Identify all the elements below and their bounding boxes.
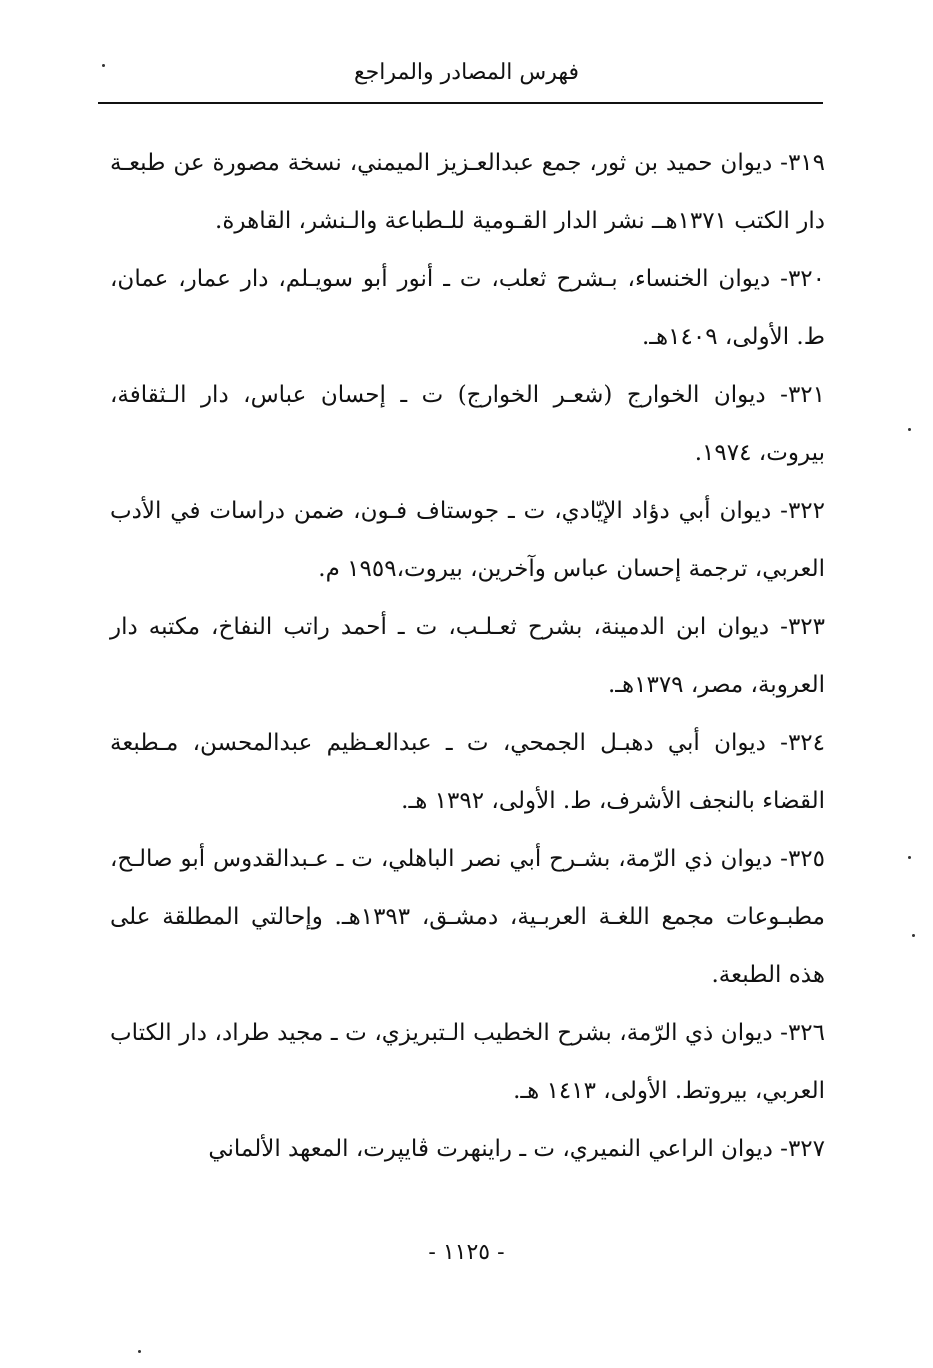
bibliography-entry-321 [110, 366, 825, 482]
bibliography-entry-323 [110, 598, 825, 714]
bibliography-entry-325 [110, 830, 825, 1004]
entry-text: ديوان أبي دهبـل الجمحي، ت ـ عبدالعـظيم عبدالمحسن، مـطبعة القضاء بالنجف الأشرف، ط. الأولى، ١٣٩٢ هـ. [110, 730, 825, 814]
entry-text: ديوان أبي دؤاد الإيّادي، ت ـ جوستاف فـون، ضمن دراسات في الأدب العربي، ترجمة إحسان عباس وآخرين، بيروت،١٩٥٩ م. [110, 498, 825, 582]
scan-speck [908, 856, 911, 859]
entry-number: ٣٢٢- [780, 498, 826, 524]
scan-speck [908, 428, 911, 431]
bibliography-entry-326 [110, 1004, 825, 1120]
entry-number: ٣٢٣- [780, 614, 825, 640]
entry-text: ديوان الخوارج (شعـر الخوارج) ت ـ إحسان عباس، دار الـثقافة، بيروت، ١٩٧٤. [110, 382, 825, 466]
entry-number: ٣٢٤- [780, 730, 826, 756]
entry-text: ديوان ذي الرّمة، بشـرح أبي نصر الباهلي، ت ـ عـبدالقدوس أبو صالـح، مطبـوعات مجمع اللغـة العربـية، دمشـق، ١٣٩٣هـ. وإحالتي المطلقة على هذه الطبعة. [110, 846, 825, 988]
entry-number: ٣١٩- [780, 150, 826, 176]
entry-text: ديوان حميد بن ثور، جمع عبدالعـزيز الميمني، نسخة مصورة عن طبعـة دار الكتب ١٣٧١هــ نشر الدار القـومية للـطباعة والـنشر، القاهرة. [110, 150, 825, 234]
scan-speck [138, 1350, 141, 1353]
entry-number: ٣٢١- [780, 382, 826, 408]
entry-text: ديوان الخنساء، بـشرح ثعلب، ت ـ أنور أبو سويـلم، دار عمار، عمان، ط. الأولى، ١٤٠٩هـ. [110, 266, 825, 350]
entry-text: ديوان ذي الرّمة، بشرح الخطيب الـتبريزي، ت ـ مجيد طراد، دار الكتاب العربي، بيروتط. الأولى، ١٤١٣ هـ. [110, 1020, 825, 1104]
header-divider [98, 102, 823, 104]
scan-speck [102, 64, 105, 67]
entry-text: ديوان الراعي النميري، ت ـ راينهرت ڤايپرت، المعهد الألماني [208, 1136, 773, 1162]
bibliography-entry-327 [110, 1120, 825, 1178]
bibliography-entry-319 [110, 134, 825, 250]
entry-number: ٣٢٠- [780, 266, 825, 292]
bibliography-list [110, 134, 825, 1178]
page-number: - ١١٢٥ - [428, 1240, 505, 1265]
entry-text: ديوان ابن الدمينة، بشرح ثعـلـب، ت ـ أحمد راتب النفاخ، مكتبه دار العروبة، مصر، ١٣٧٩هـ. [110, 614, 825, 698]
bibliography-entry-322 [110, 482, 825, 598]
bibliography-entry-324 [110, 714, 825, 830]
scan-speck [912, 934, 915, 937]
entry-number: ٣٢٦- [780, 1020, 825, 1046]
running-header-title: فهرس المصادر والمراجع [353, 60, 580, 85]
entry-number: ٣٢٥- [780, 846, 825, 872]
entry-number: ٣٢٧- [780, 1136, 825, 1162]
bibliography-entry-320 [110, 250, 825, 366]
